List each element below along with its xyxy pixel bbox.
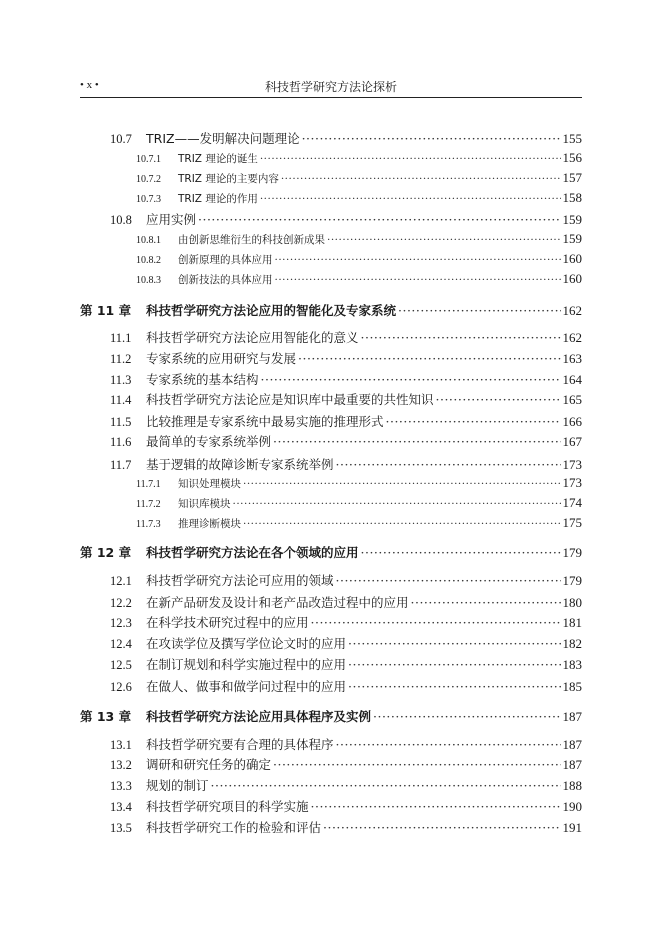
toc-title: 应用实例 [146,212,197,227]
page-header [80,76,582,98]
toc-title: 基于逻辑的故障诊断专家系统举例 [146,457,334,472]
toc-title: 科技哲学研究要有合理的具体程序 [146,737,334,752]
toc-number: 10.8.1 [136,235,161,246]
dot-leader [436,392,561,407]
toc-page-number: 185 [562,679,582,694]
toc-title: 创新原理的具体应用 [178,254,273,266]
toc-number: 12.2 [110,596,132,610]
toc-number: 12.4 [110,637,132,651]
toc-page-number: 155 [562,131,582,146]
dot-leader [243,518,561,530]
toc-entry[interactable] [80,495,582,511]
toc-title: 知识处理模块 [178,478,241,490]
toc-number: 10.8 [110,213,132,227]
toc-page-number: 167 [562,434,582,449]
toc-number: 11.2 [110,352,132,366]
toc-number: 10.8.2 [136,255,161,266]
toc-title: 规划的制订 [146,778,209,793]
toc-chapter[interactable] [80,707,582,725]
toc-page-number: 191 [562,820,582,835]
toc-page-number: 190 [562,799,582,814]
toc-page-number: 159 [562,231,582,246]
toc-title: 最简单的专家系统举例 [146,434,272,449]
toc-entry[interactable] [80,412,582,430]
toc-entry[interactable] [80,475,582,491]
toc-entry[interactable] [80,818,582,836]
dot-leader [336,457,561,472]
dot-leader [261,372,561,387]
toc-title: 科技哲学研究方法论可应用的领域 [146,573,334,588]
dot-leader [336,737,561,752]
dot-leader [311,615,561,630]
toc-entry[interactable] [80,328,582,346]
dot-leader [348,636,560,651]
toc-title: 科技哲学研究方法论应用具体程序及实例 [146,709,372,724]
dot-leader [373,709,560,724]
toc-entry[interactable] [80,613,582,631]
dot-leader [348,679,560,694]
toc-number: 13.3 [110,779,132,793]
toc-title: 科技哲学研究方法论应用的智能化及专家系统 [146,303,397,318]
toc-page-number: 156 [562,150,582,165]
toc-entry[interactable] [80,776,582,794]
toc-title: 在攻读学位及撰写学位论文时的应用 [146,636,347,651]
toc-number: 第 12 章 [80,545,132,560]
toc-number: 10.7.1 [136,154,161,165]
toc-title: TRIZ 理论的作用 [178,193,258,205]
toc-number: 11.7 [110,458,132,472]
toc-page-number: 187 [562,757,582,772]
toc-number: 11.1 [110,331,132,345]
dot-leader [233,498,561,510]
toc-entry[interactable] [80,797,582,815]
dot-leader [348,657,560,672]
dot-leader [411,595,561,610]
dot-leader [281,173,561,185]
toc-entry[interactable] [80,655,582,673]
toc-entry[interactable] [80,735,582,753]
toc-page-number: 183 [562,657,582,672]
toc-title: 在科学技术研究过程中的应用 [146,615,309,630]
toc-entry[interactable] [80,455,582,473]
toc-entry[interactable] [80,571,582,589]
toc-number: 10.8.3 [136,275,161,286]
toc-number: 13.1 [110,738,132,752]
toc-page-number: 181 [562,615,582,630]
toc-number: 11.3 [110,373,132,387]
toc-entry[interactable] [80,515,582,531]
toc-entry[interactable] [80,370,582,388]
toc-chapter[interactable] [80,543,582,561]
dot-leader [323,820,560,835]
toc-title: 科技哲学研究方法论应是知识库中最重要的共性知识 [146,392,434,407]
dot-leader [361,330,561,345]
dot-leader [386,414,561,429]
toc-title: 调研和研究任务的确定 [146,757,272,772]
dot-leader [311,799,561,814]
toc-number: 13.2 [110,758,132,772]
toc-page-number: 173 [562,457,582,472]
toc-entry[interactable] [80,677,582,695]
toc-title: 创新技法的具体应用 [178,274,273,286]
toc-entry[interactable] [80,390,582,408]
toc-number: 11.4 [110,393,132,407]
toc-number: 11.5 [110,415,132,429]
toc-chapter[interactable] [80,301,582,319]
toc-title: TRIZ 理论的主要内容 [178,173,279,185]
toc-page-number: 175 [562,515,582,530]
dot-leader [336,573,561,588]
toc-number: 12.3 [110,616,132,630]
toc-title: 科技哲学研究方法论在各个领域的应用 [146,545,359,560]
toc-title: 推理诊断模块 [178,518,241,530]
toc-page-number: 165 [562,392,582,407]
toc-page-number: 162 [562,330,582,345]
toc-title: TRIZ 理论的诞生 [178,153,258,165]
toc-entry[interactable] [80,593,582,611]
dot-leader [275,254,561,266]
toc-entry[interactable] [80,755,582,773]
toc-title: 专家系统的应用研究与发展 [146,351,297,366]
toc-number: 11.7.3 [136,519,161,530]
toc-page-number: 166 [562,414,582,429]
dot-leader [260,153,561,165]
toc-page-number: 188 [562,778,582,793]
dot-leader [327,234,561,246]
toc-title: 科技哲学研究工作的检验和评估 [146,820,322,835]
dot-leader [275,274,561,286]
toc-page-number: 180 [562,595,582,610]
toc-title: 在制订规划和科学实施过程中的应用 [146,657,347,672]
toc-title: 在做人、做事和做学问过程中的应用 [146,679,347,694]
toc-title: 科技哲学研究方法论应用智能化的意义 [146,330,359,345]
page-number: • x • [80,79,99,91]
running-title: 科技哲学研究方法论探析 [264,80,397,94]
toc-entry[interactable] [80,150,582,166]
toc-entry[interactable] [80,271,582,287]
toc-number: 第 13 章 [80,709,132,724]
dot-leader [361,545,561,560]
toc-page-number: 174 [562,495,582,510]
toc-number: 10.7 [110,132,132,146]
toc-page-number: 158 [562,190,582,205]
toc-entry[interactable] [80,210,582,228]
toc-page-number: 160 [562,251,582,266]
toc-page-number: 179 [562,573,582,588]
toc-entry[interactable] [80,634,582,652]
toc-number: 13.4 [110,800,132,814]
toc-page-number: 187 [562,737,582,752]
toc-title: 由创新思维衍生的科技创新成果 [178,234,325,246]
dot-leader [273,434,560,449]
toc-page-number: 159 [562,212,582,227]
toc-title: 比较推理是专家系统中最易实施的推理形式 [146,414,384,429]
toc-entry[interactable] [80,251,582,267]
toc-entry[interactable] [80,129,582,147]
toc-page-number: 162 [562,303,582,318]
toc-number: 10.7.2 [136,174,161,185]
toc-page-number: 157 [562,170,582,185]
toc-number: 11.6 [110,435,132,449]
dot-leader [298,351,560,366]
toc-number: 12.5 [110,658,132,672]
toc-title: 在新产品研发及设计和老产品改造过程中的应用 [146,595,409,610]
header-rule [80,97,582,98]
toc-number: 11.7.2 [136,499,161,510]
toc-page-number: 160 [562,271,582,286]
toc-title: TRIZ——发明解决问题理论 [146,131,300,146]
toc-page-number: 182 [562,636,582,651]
dot-leader [198,212,560,227]
toc-title: 科技哲学研究项目的科学实施 [146,799,309,814]
toc-number: 11.7.1 [136,479,161,490]
toc-entry[interactable] [80,231,582,247]
toc-number: 第 11 章 [80,303,132,318]
toc-entry[interactable] [80,170,582,186]
dot-leader [243,478,561,490]
toc-entry[interactable] [80,432,582,450]
toc-page-number: 179 [562,545,582,560]
toc-title: 知识库模块 [178,498,231,510]
dot-leader [398,303,560,318]
dot-leader [273,757,560,772]
toc-number: 12.6 [110,680,132,694]
toc-entry[interactable] [80,349,582,367]
toc-page-number: 163 [562,351,582,366]
toc-number: 13.5 [110,821,132,835]
toc-title: 专家系统的基本结构 [146,372,259,387]
dot-leader [260,193,561,205]
dot-leader [211,778,561,793]
dot-leader [302,131,561,146]
toc-entry[interactable] [80,190,582,206]
toc-page-number: 187 [562,709,582,724]
toc-page-number: 164 [562,372,582,387]
toc-number: 12.1 [110,574,132,588]
toc-number: 10.7.3 [136,194,161,205]
toc-page-number: 173 [562,475,582,490]
